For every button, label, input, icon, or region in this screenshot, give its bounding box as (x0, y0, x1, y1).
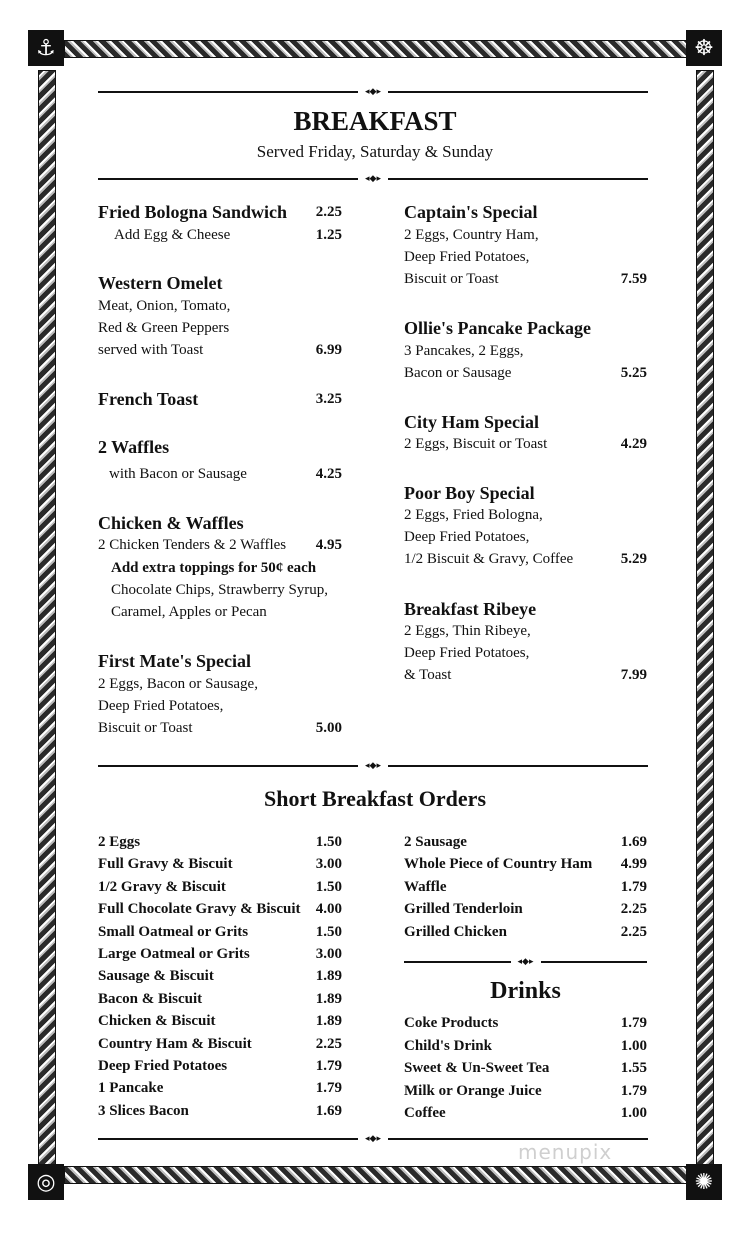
menu-item-line: 2 Eggs, Thin Ribeye, (404, 623, 531, 639)
menu-item-name: Fried Bologna Sandwich (98, 202, 288, 222)
anchor-icon: ⚓ (28, 30, 64, 66)
order-item-name: Coffee (404, 1105, 446, 1122)
menu-item-price: 3.25 (315, 391, 342, 407)
order-item-price: 1.69 (620, 834, 647, 850)
menu-item-line: 2 Eggs, Fried Bologna, (404, 507, 543, 523)
menu-item-name: City Ham Special (404, 412, 539, 432)
menu-item-line: served with Toast (98, 342, 204, 358)
divider-bottom: ◂◆▸ (98, 1133, 648, 1145)
order-item-price: 1.00 (620, 1105, 647, 1122)
menu-item-line: Add Egg & Cheese (114, 227, 231, 243)
menu-item-line: Deep Fried Potatoes, (404, 529, 530, 545)
order-item-price: 1.79 (620, 1082, 647, 1099)
order-item-name: Country Ham & Biscuit (98, 1035, 252, 1052)
short-orders-right-list (404, 834, 647, 949)
menu-item-line: 2 Eggs, Bacon or Sausage, (98, 676, 258, 692)
menu-item-line: Chocolate Chips, Strawberry Syrup, (111, 582, 329, 598)
menu-item-price: 5.29 (620, 551, 647, 567)
menu-item-name: First Mate's Special (98, 651, 251, 671)
menu-item-line: 2 Eggs, Biscuit or Toast (404, 436, 548, 452)
rope-border-left (38, 70, 56, 1166)
order-item-name: 3 Slices Bacon (98, 1102, 189, 1119)
order-item-price: 1.79 (620, 1015, 647, 1031)
order-item-name: 2 Sausage (404, 834, 467, 850)
watermark: menupix (518, 1140, 613, 1164)
menu-item-name: Chicken & Waffles (98, 513, 244, 533)
menu-item-price: 4.95 (315, 537, 342, 553)
order-item-name: Large Oatmeal or Grits (98, 946, 250, 962)
menu-item-line: Deep Fried Potatoes, (404, 645, 530, 661)
order-item-price: 1.89 (315, 968, 342, 985)
order-item-name: Small Oatmeal or Grits (98, 923, 249, 940)
menu-item-price: 5.25 (620, 365, 647, 381)
menu-item-line: 2 Eggs, Country Ham, (404, 227, 539, 243)
drinks-list (404, 1015, 647, 1130)
menu-item-price: 4.25 (315, 466, 342, 482)
life-ring-icon: ◎ (28, 1164, 64, 1200)
order-item-price: 2.25 (315, 1035, 342, 1052)
order-item-price: 1.50 (315, 923, 342, 940)
menu-item-price: 2.25 (315, 204, 342, 220)
order-item-name: Coke Products (404, 1015, 499, 1031)
order-item-name: 2 Eggs (98, 834, 141, 850)
order-item-name: Sweet & Un-Sweet Tea (404, 1060, 550, 1077)
order-item-name: Bacon & Biscuit (98, 990, 203, 1007)
menu-item-name: Breakfast Ribeye (404, 599, 537, 619)
rope-border-top (64, 40, 688, 58)
rope-border-bottom (64, 1166, 688, 1184)
order-item-name: 1/2 Gravy & Biscuit (98, 878, 226, 895)
order-item-name: Chicken & Biscuit (98, 1013, 216, 1030)
order-item-price: 1.50 (315, 834, 342, 850)
menu-item-price: 4.29 (620, 436, 647, 452)
order-item-price: 1.00 (620, 1037, 647, 1054)
menu-item-line: Red & Green Peppers (98, 320, 230, 336)
order-item-name: Milk or Orange Juice (404, 1082, 542, 1099)
drinks-title: Drinks (490, 978, 561, 1004)
menu-item-name: French Toast (98, 389, 199, 409)
order-item-price: 1.89 (315, 1013, 342, 1030)
order-item-price: 1.79 (315, 1058, 342, 1074)
order-item-price: 4.00 (315, 901, 342, 918)
menu-item-line: Add extra toppings for 50¢ each (111, 560, 317, 576)
order-item-price: 1.89 (315, 990, 342, 1007)
order-item-price: 2.25 (620, 923, 647, 940)
divider-drinks-top: ◂◆▸ (404, 956, 647, 968)
menu-item-line: Bacon or Sausage (404, 365, 512, 381)
menu-item-line: & Toast (404, 667, 452, 683)
order-item-name: Full Gravy & Biscuit (98, 856, 233, 873)
menu-item-line: Biscuit or Toast (404, 271, 499, 287)
menu-item-price: 7.59 (620, 271, 647, 287)
order-item-price: 1.50 (315, 878, 342, 895)
menu-item-price: 5.00 (315, 720, 342, 736)
menu-item-name: Western Omelet (98, 273, 223, 293)
page-title: BREAKFAST (293, 106, 457, 136)
compass-icon: ✺ (686, 1164, 722, 1200)
order-item-price: 1.55 (620, 1060, 647, 1077)
menu-item-line: Caramel, Apples or Pecan (111, 604, 267, 620)
menu-item-name: Poor Boy Special (404, 483, 535, 503)
order-item-price: 3.00 (315, 856, 342, 873)
order-item-name: Grilled Chicken (404, 923, 507, 940)
short-orders-title: Short Breakfast Orders (263, 786, 487, 811)
order-item-price: 1.79 (315, 1080, 342, 1097)
menu-item-name: Ollie's Pancake Package (404, 318, 591, 338)
menu-item-price: 7.99 (620, 667, 647, 683)
order-item-name: 1 Pancake (98, 1080, 164, 1097)
menu-item-line: with Bacon or Sausage (109, 466, 247, 482)
menu-item-line: 1/2 Biscuit & Gravy, Coffee (404, 551, 574, 567)
menu-item-line: Deep Fried Potatoes, (404, 249, 530, 265)
order-item-name: Deep Fried Potatoes (98, 1058, 228, 1074)
order-item-name: Waffle (404, 878, 447, 895)
order-item-price: 3.00 (315, 946, 342, 962)
rope-border-right (696, 70, 714, 1166)
ship-wheel-icon: ☸ (686, 30, 722, 66)
menu-item-price: 6.99 (315, 342, 342, 358)
menu-item-line: Meat, Onion, Tomato, (98, 298, 231, 314)
menu-item-price: 1.25 (315, 227, 342, 243)
divider-header-bottom: ◂◆▸ (98, 173, 648, 185)
menu-item-name: 2 Waffles (98, 437, 170, 457)
menu-item-line: Biscuit or Toast (98, 720, 193, 736)
menu-item-line: 3 Pancakes, 2 Eggs, (404, 343, 524, 359)
order-item-name: Child's Drink (404, 1037, 492, 1054)
order-item-price: 1.69 (315, 1102, 342, 1119)
short-orders-left-list (98, 834, 342, 1124)
divider-top: ◂◆▸ (98, 86, 648, 98)
order-item-name: Sausage & Biscuit (98, 968, 214, 985)
order-item-price: 2.25 (620, 901, 647, 918)
divider-short-orders-top: ◂◆▸ (98, 760, 648, 772)
menu-item-line: 2 Chicken Tenders & 2 Waffles (98, 537, 287, 553)
menu-item-name: Captain's Special (404, 202, 538, 222)
order-item-price: 4.99 (620, 856, 647, 873)
menu-item-line: Deep Fried Potatoes, (98, 698, 224, 714)
order-item-price: 1.79 (620, 878, 647, 895)
order-item-name: Full Chocolate Gravy & Biscuit (98, 901, 301, 918)
page-subtitle: Served Friday, Saturday & Sunday (256, 142, 494, 161)
order-item-name: Whole Piece of Country Ham (404, 856, 593, 873)
order-item-name: Grilled Tenderloin (404, 901, 523, 918)
